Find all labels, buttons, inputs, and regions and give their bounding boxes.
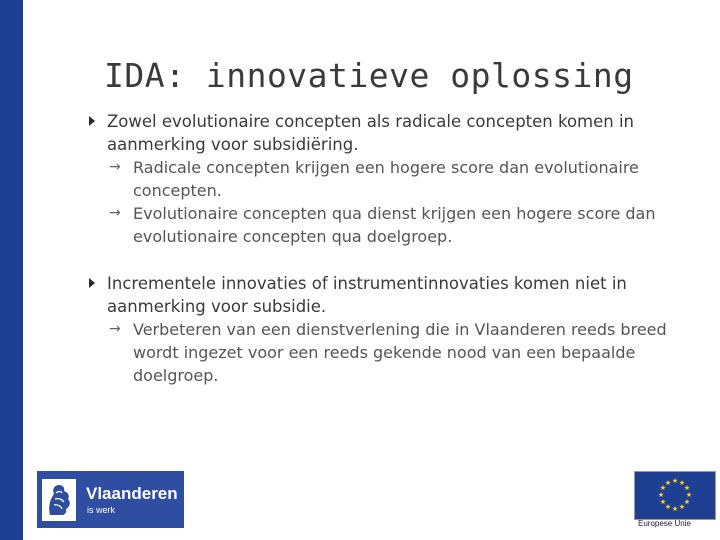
svg-text:★: ★ [671,477,679,485]
eu-flag [634,471,716,520]
flemish-lion-icon [42,479,76,521]
sub-arrow-icon: → [109,159,121,175]
svg-text:★: ★ [683,484,691,492]
left-accent-bar [0,0,23,540]
bullet-2-sublist [89,318,679,387]
sub-bullet-text: Radicale concepten krijgen een hogere score dan evolutionaire concepten. [133,158,639,200]
svg-text:★: ★ [659,484,667,492]
sub-arrow-icon: → [109,205,121,221]
bullet-1 [89,110,679,156]
sub-bullet [89,202,679,248]
bullet-1-text: Zowel evolutionaire concepten als radicale concepten komen in aanmerking voor subsidiëring. [107,112,635,154]
svg-text:★: ★ [685,491,693,499]
bullet-arrow-icon [89,116,95,126]
sub-bullet [89,318,679,387]
svg-text:★: ★ [678,503,686,511]
bullet-2-text: Incrementele innovaties of instrumentinnovaties komen niet in aanmerking voor subsidie. [107,274,627,316]
vlaanderen-tagline: is werk [87,505,116,515]
eu-stars-icon [635,472,715,519]
eu-label: Europese Unie [638,519,691,528]
svg-text:★: ★ [657,491,665,499]
vlaanderen-name: Vlaanderen [86,484,178,503]
slide-content [89,110,679,387]
svg-text:★: ★ [659,498,667,506]
svg-text:★: ★ [683,498,691,506]
bullet-arrow-icon [89,278,95,288]
svg-text:★: ★ [671,505,679,513]
bullet-2 [89,272,679,318]
svg-text:★: ★ [678,479,686,487]
bullet-1-sublist [89,156,679,248]
svg-text:★: ★ [664,503,672,511]
sub-bullet-text: Verbeteren van een dienstverlening die in Vlaanderen reeds breed wordt ingezet voor een reeds gekende nood van een bepaalde doelgroep. [133,320,667,385]
vlaanderen-logo [37,471,184,528]
sub-bullet-text: Evolutionaire concepten qua dienst krijgen een hogere score dan evolutionaire concepten qua doelgroep. [133,204,656,246]
sub-arrow-icon: → [109,321,121,337]
sub-bullet [89,156,679,202]
slide-title: IDA: innovatieve oplossing [104,56,634,95]
svg-text:★: ★ [664,479,672,487]
